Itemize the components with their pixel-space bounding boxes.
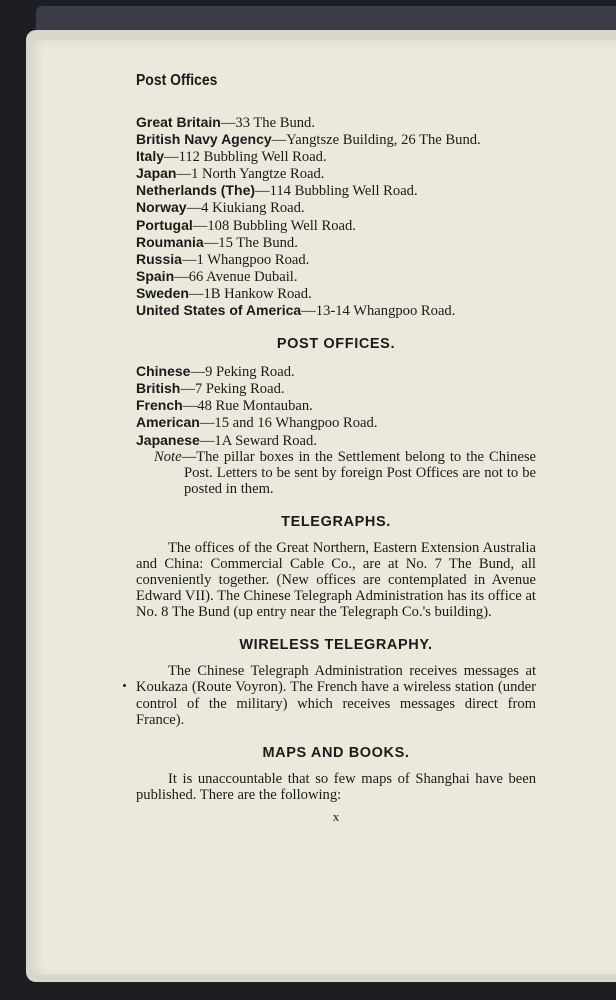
list-item: Great Britain—33 The Bund. <box>136 114 315 131</box>
maps-paragraph: It is unaccountable that so few maps of Shanghai have been published. There are the following: <box>136 770 536 803</box>
section-heading-wireless: WIRELESS TELEGRAPHY. <box>239 637 433 654</box>
list-item: United States of America—13-14 Whangpoo Road. <box>136 302 456 320</box>
consular-post-office-list <box>136 114 536 319</box>
page-speck <box>123 684 126 687</box>
list-item: Roumania—15 The Bund. <box>136 233 298 251</box>
note-label: Note <box>154 448 182 465</box>
list-item: Portugal—108 Bubbling Well Road. <box>136 216 356 234</box>
list-item: American—15 and 16 Whangpoo Road. <box>136 414 378 432</box>
list-item: Spain—66 Avenue Dubail. <box>136 267 298 285</box>
wireless-paragraph: The Chinese Telegraph Administration receives messages at Koukaza (Route Voyron). The French have a wireless station (under control of the military) which receives messages direct from France). <box>136 663 536 728</box>
running-head: Post Offices <box>136 72 218 89</box>
note-paragraph: Note—The pillar boxes in the Settlement belong to the Chinese Post. Letters to be sent by foreign Post Offices are not to be posted in them. <box>154 448 536 497</box>
section-heading-maps: MAPS AND BOOKS. <box>262 744 410 761</box>
page-content <box>136 72 536 825</box>
list-item: British Navy Agency—Yangtsze Building, 26 The Bund. <box>136 131 481 149</box>
list-item: French—48 Rue Montauban. <box>136 397 313 415</box>
section-heading-telegraphs: TELEGRAPHS. <box>281 513 391 530</box>
section-heading-post-offices: POST OFFICES. <box>276 336 396 353</box>
list-item: British—7 Peking Road. <box>136 380 285 398</box>
post-office-list <box>136 363 536 448</box>
list-item: Japanese—1A Seward Road. <box>136 431 317 449</box>
list-item: Russia—1 Whangpoo Road. <box>136 250 310 268</box>
telegraphs-paragraph: The offices of the Great Northern, Eastern Extension Australia and China: Commercial Cable Co., are at No. 7 The Bund, all conveniently together. (New offices are contemplated in Avenue Edward VII). The Chinese Telegraph Administration has its office at No. 8 The Bund (up entry near the Telegraph Co.'s building). <box>136 539 536 621</box>
list-item: Italy—112 Bubbling Well Road. <box>136 148 327 166</box>
list-item: Chinese—9 Peking Road. <box>136 363 295 381</box>
list-item: Norway—4 Kiukiang Road. <box>136 199 305 217</box>
list-item: Japan—1 North Yangtze Road. <box>136 165 325 183</box>
list-item: Netherlands (The)—114 Bubbling Well Road. <box>136 182 418 200</box>
page-number: x <box>332 808 340 824</box>
list-item: Sweden—1B Hankow Road. <box>136 284 312 302</box>
